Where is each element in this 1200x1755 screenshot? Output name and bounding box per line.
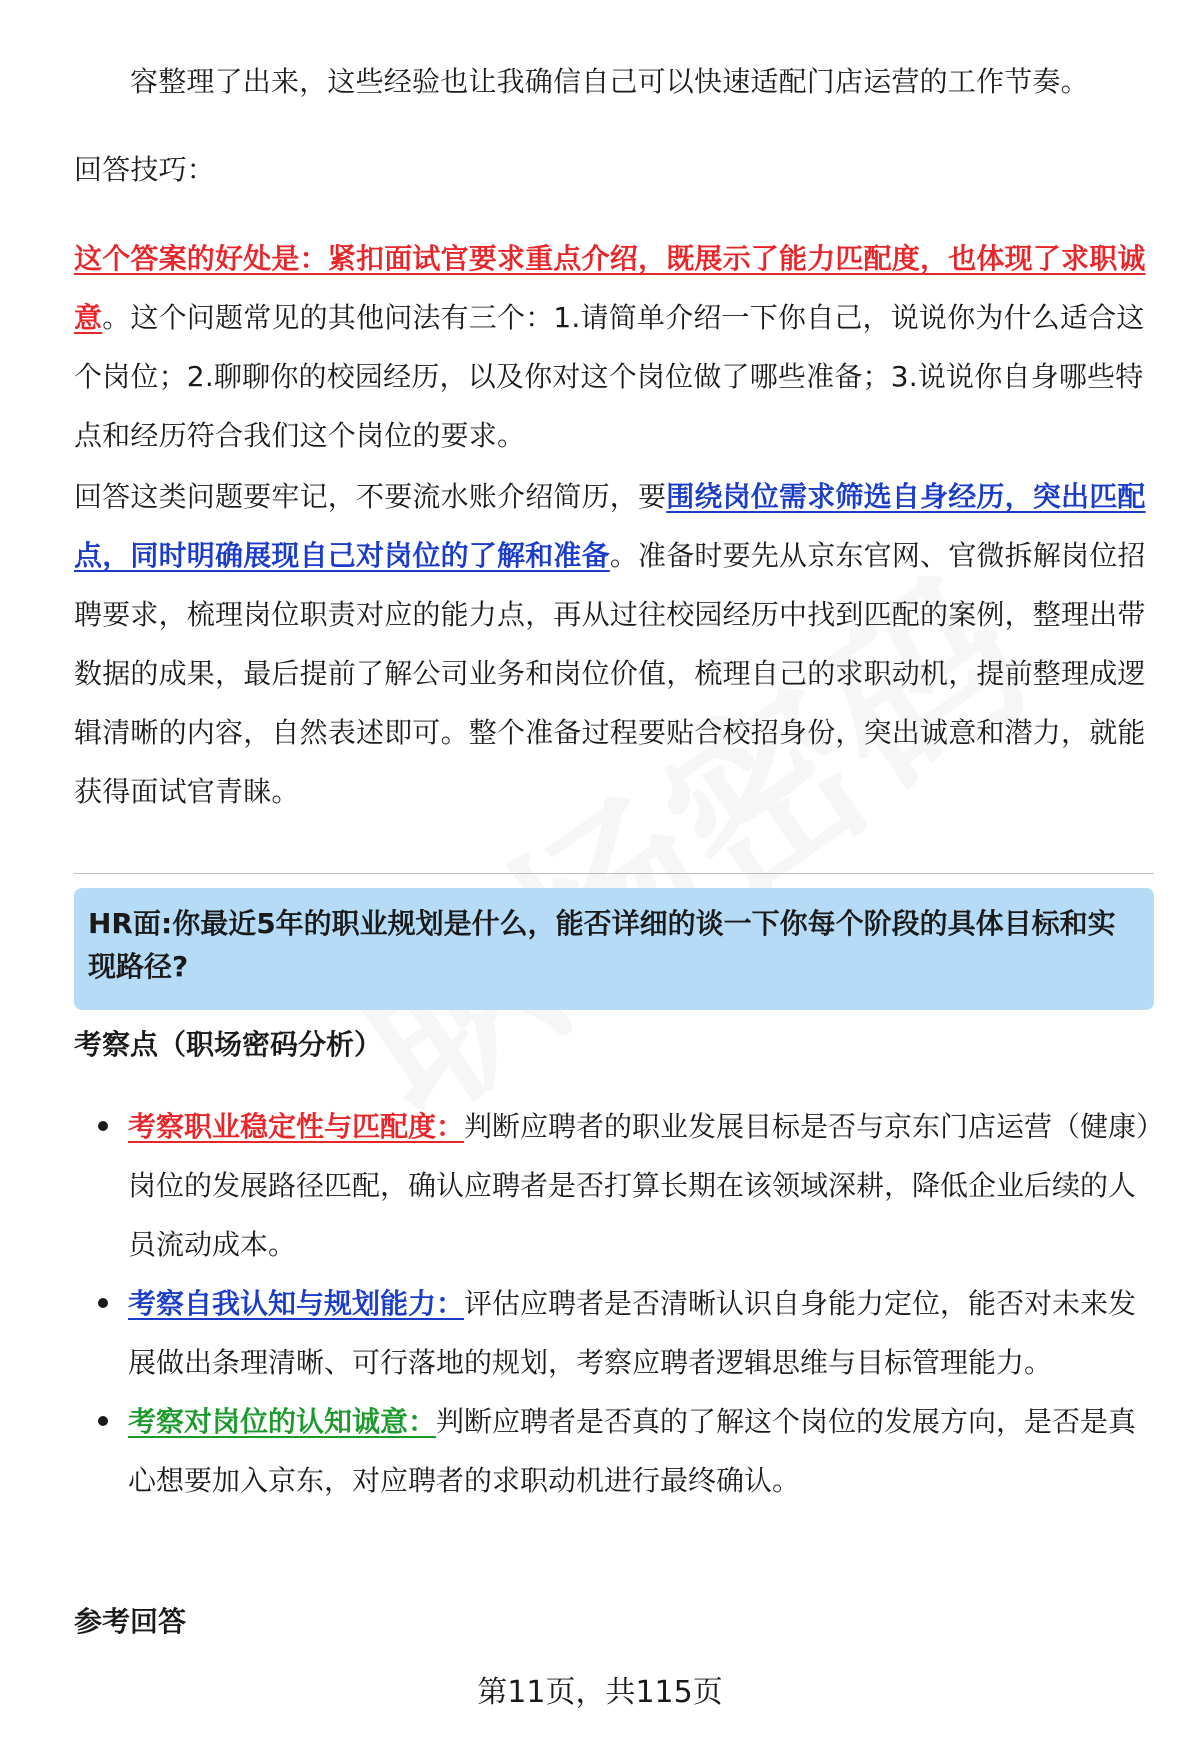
page-number: 第11页，共115页 — [477, 1675, 723, 1710]
bullet-text: 评估应聘者是否清晰认识自身能力定位，能否对未来发展做出条理清晰、可行落地的规划，考察应聘者逻辑思维与目标管理能力。 — [128, 1287, 1137, 1379]
answer-text-2: 回答这类问题要牢记，不要流水账介绍简历，要 — [74, 480, 667, 513]
list-item — [74, 1097, 1154, 1274]
top-paragraph: 容整理了出来，这些经验也让我确信自己可以快速适配门店运营的工作节奏。 — [130, 65, 1089, 98]
highlight-red: 这个答案的好处是：紧扣面试官要求重点介绍，既展示了能力匹配度，也体现了求职诚意 — [74, 242, 1146, 334]
bullet-label-blue: 考察自我认知与规划能力： — [128, 1287, 465, 1320]
list-item — [74, 1274, 1154, 1392]
tips-label: 回答技巧： — [74, 153, 216, 186]
answer-text-1: 。这个问题常见的其他问法有三个：1.请简单介绍一下你自己，说说你为什么适合这个岗位；2.聊聊你的校园经历，以及你对这个岗位做了哪些准备；3.说说你自身哪些特点和经历符合我们这个岗位的要求。 — [74, 301, 1145, 452]
reference-answer-title: 参考回答 — [74, 1605, 187, 1638]
bullet-text: 判断应聘者是否真的了解这个岗位的发展方向，是否是真心想要加入京东，对应聘者的求职动机进行最终确认。 — [128, 1405, 1137, 1497]
bullet-dot-icon — [98, 1416, 108, 1426]
section-divider — [74, 873, 1154, 874]
highlight-blue: 围绕岗位需求筛选自身经历，突出匹配点，同时明确展现自己对岗位的了解和准备 — [74, 480, 1146, 572]
bullet-label-red: 考察职业稳定性与匹配度： — [128, 1110, 465, 1143]
assessment-points-list — [74, 1097, 1154, 1510]
bullet-dot-icon — [98, 1121, 108, 1131]
section-title: 考察点（职场密码分析） — [74, 1028, 383, 1061]
answer-text-3: 。准备时要先从京东官网、官微拆解岗位招聘要求，梳理岗位职责对应的能力点，再从过往校园经历中找到匹配的案例，整理出带数据的成果，最后提前了解公司业务和岗位价值，梳理自己的求职动机，提前整理成逻辑清晰的内容，自然表述即可。整个准备过程要贴合校招身份，突出诚意和潜力，就能获得面试官青睐。 — [74, 539, 1146, 808]
bullet-text: 判断应聘者的职业发展目标是否与京东门店运营（健康）岗位的发展路径匹配，确认应聘者是否打算长期在该领域深耕，降低企业后续的人员流动成本。 — [128, 1110, 1151, 1261]
bullet-dot-icon — [98, 1298, 108, 1308]
question-box — [74, 888, 1154, 1010]
question-text: HR面:你最近5年的职业规划是什么，能否详细的谈一下你每个阶段的具体目标和实现路径? — [88, 907, 1116, 983]
answer-tips-paragraph-2 — [74, 467, 1154, 821]
bullet-label-green: 考察对岗位的认知诚意： — [128, 1405, 437, 1438]
list-item — [74, 1392, 1154, 1510]
answer-tips-paragraph-1 — [74, 229, 1154, 465]
